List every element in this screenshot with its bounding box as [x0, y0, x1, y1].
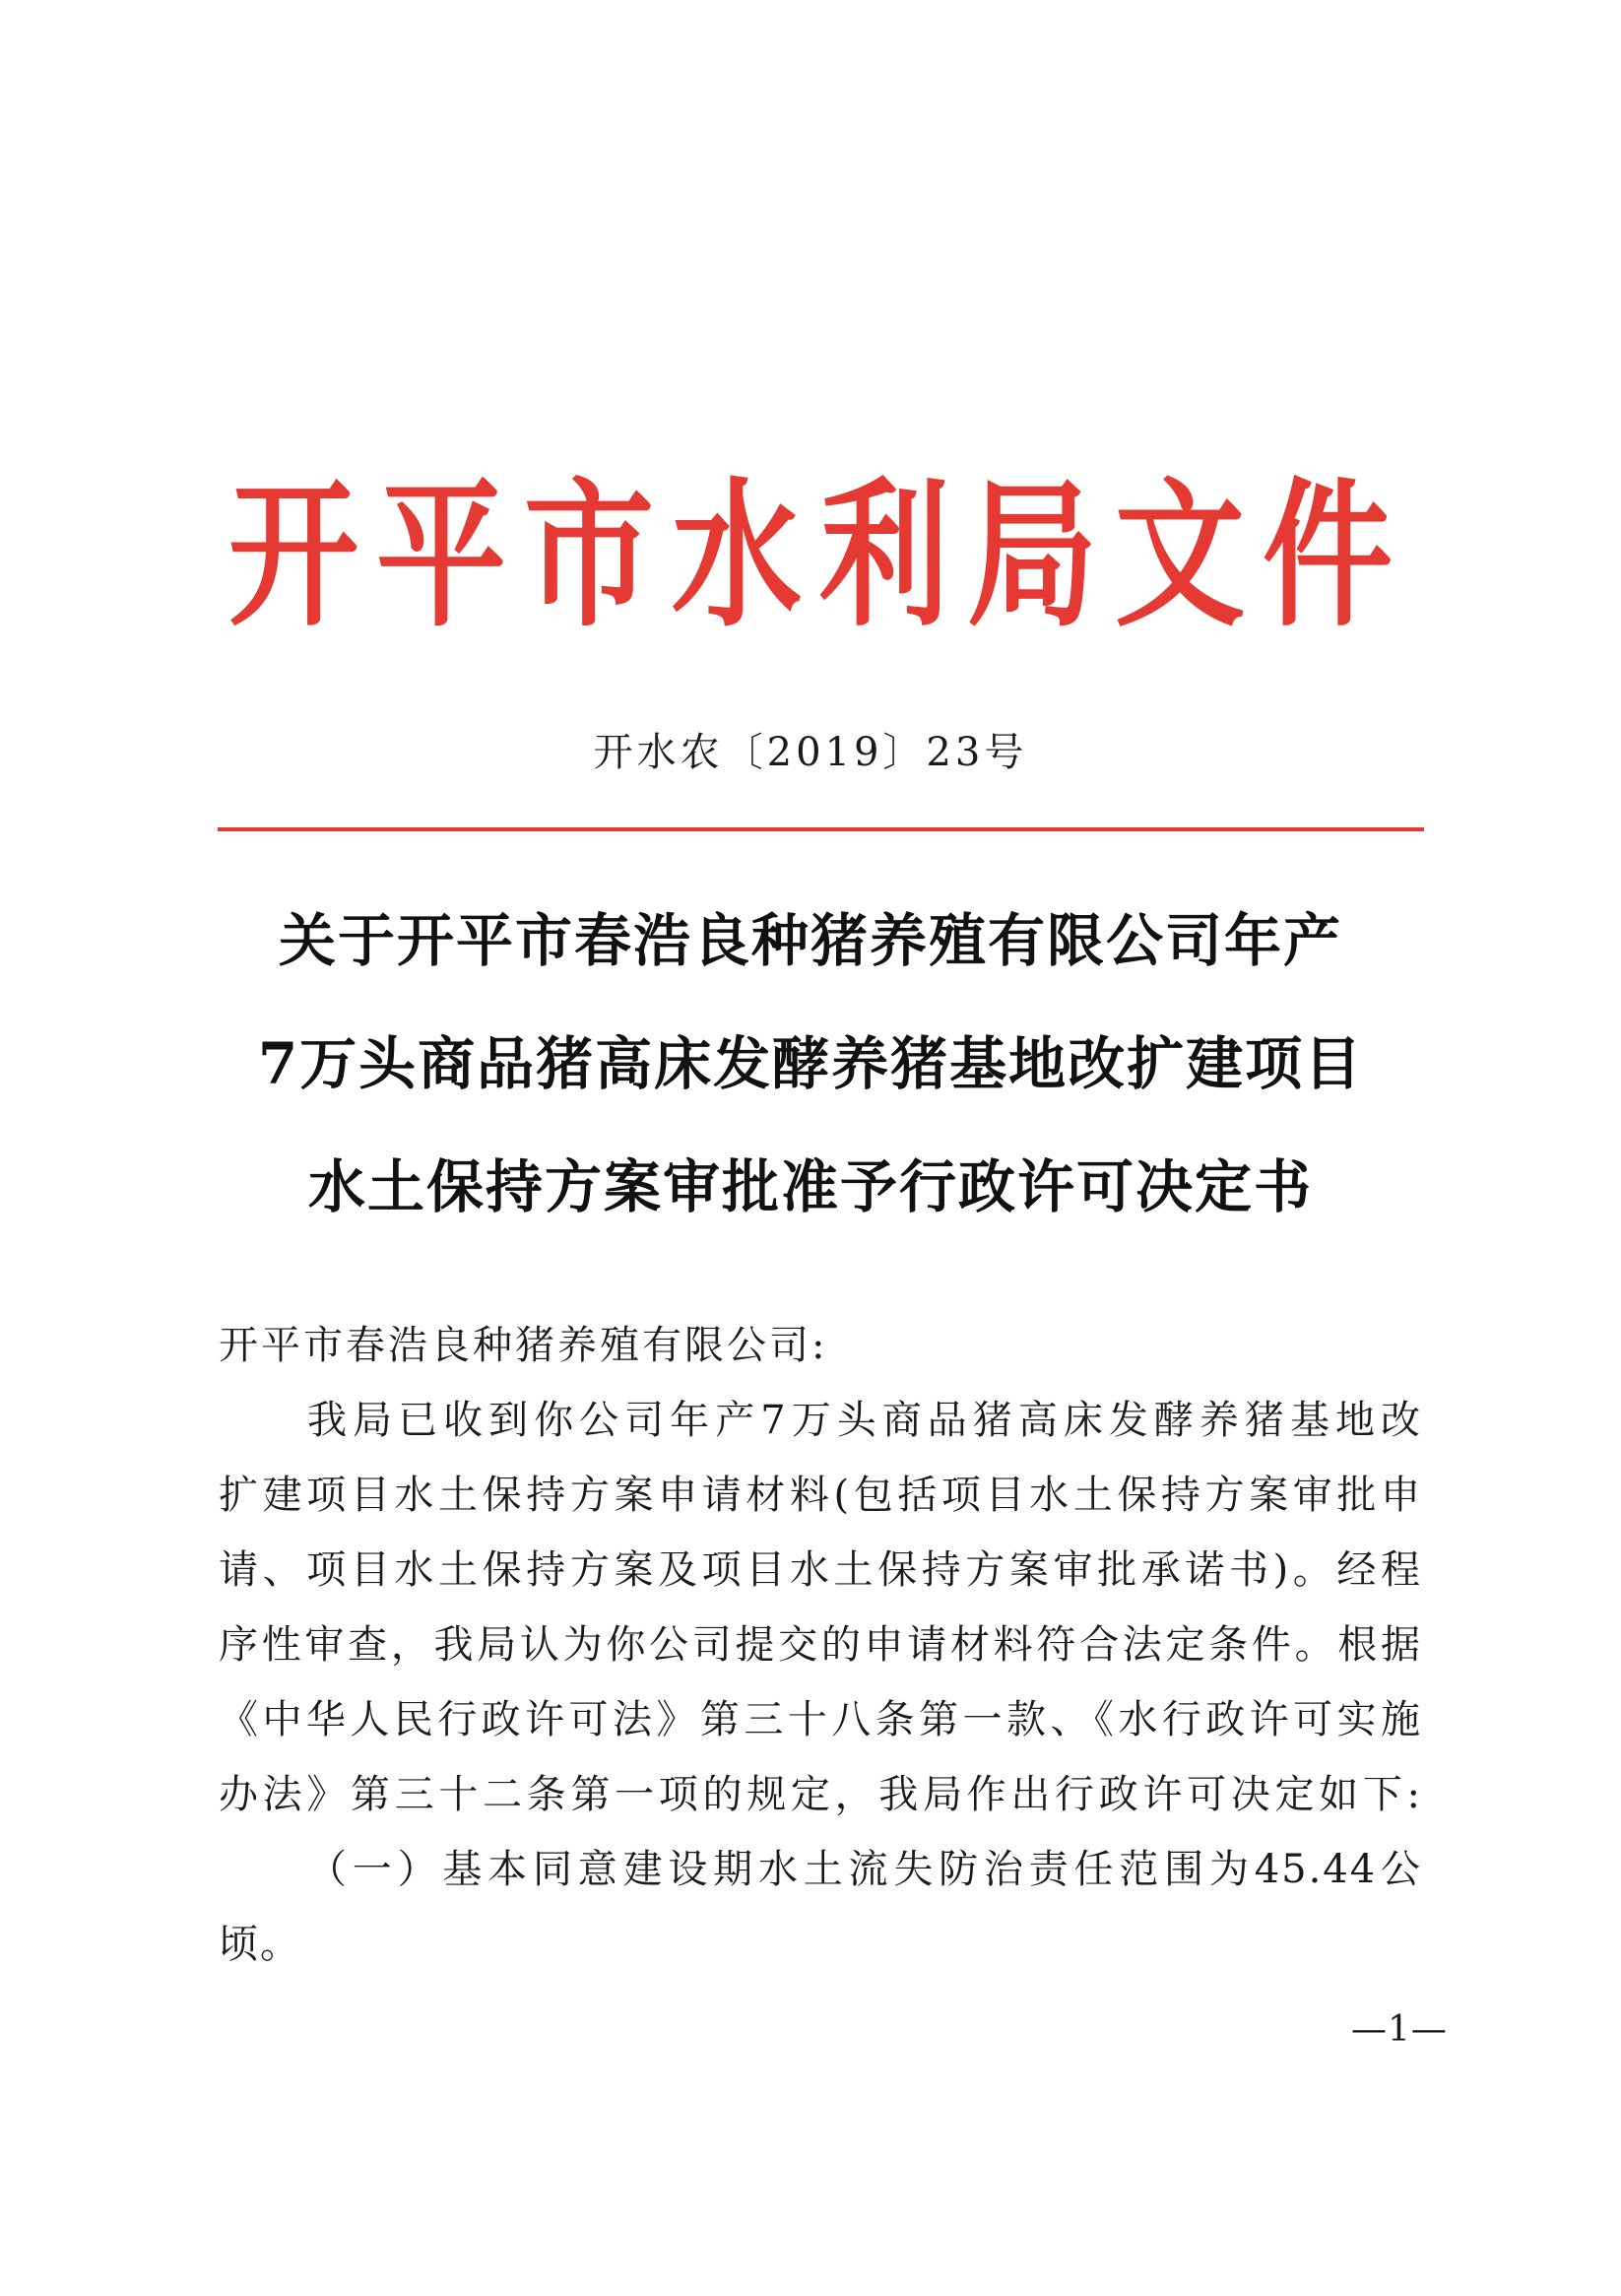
body-line: 顷。 [219, 1922, 301, 1967]
masthead-char: 件 [1263, 464, 1393, 649]
body-line: 扩建项目水土保持方案申请材料(包括项目水土保持方案审批申 [219, 1473, 1422, 1518]
document-number: 开水农〔2019〕23号 [593, 730, 1028, 775]
body-line: 请、项目水土保持方案及项目水土保持方案审批承诺书)。经程 [219, 1547, 1422, 1593]
body-line: 序性审查，我局认为你公司提交的申请材料符合法定条件。根据 [219, 1622, 1422, 1668]
masthead-char: 利 [819, 464, 949, 649]
body-line: （一）基本同意建设期水土流失防治责任范围为45.44公 [307, 1847, 1422, 1892]
masthead-char: 局 [967, 464, 1097, 649]
body-line: 办法》第三十二条第一项的规定，我局作出行政许可决定如下: [219, 1772, 1422, 1817]
masthead-title [227, 463, 1394, 650]
masthead-char: 开 [228, 464, 358, 649]
page-number: —1— [1351, 2009, 1448, 2050]
red-divider [218, 827, 1424, 831]
body-line: 《中华人民行政许可法》第三十八条第一款、《水行政许可实施 [219, 1697, 1422, 1742]
masthead-char: 水 [672, 464, 802, 649]
masthead-char: 市 [524, 464, 654, 649]
body-line: 我局已收到你公司年产7万头商品猪高床发酵养猪基地改 [307, 1398, 1422, 1443]
document-title-line-3: 水土保持方案审批准予行政许可决定书 [307, 1153, 1313, 1220]
masthead-char: 平 [376, 464, 506, 649]
document-title-line-1: 关于开平市春浩良种猪养殖有限公司年产 [278, 907, 1342, 974]
masthead-char: 文 [1115, 464, 1245, 649]
document-title-line-2: 7万头商品猪高床发酵养猪基地改扩建项目 [257, 1030, 1364, 1097]
salutation: 开平市春浩良种猪养殖有限公司: [219, 1323, 828, 1368]
